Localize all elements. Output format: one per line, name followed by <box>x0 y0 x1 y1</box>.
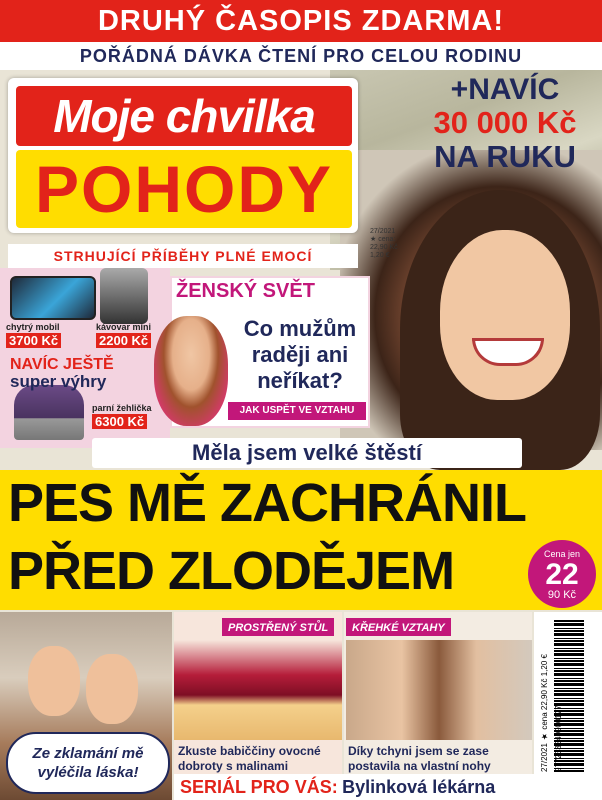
issue-price-label: ★ cena: <box>370 236 396 243</box>
tagline <box>8 244 358 268</box>
couple-quote <box>6 732 170 794</box>
steam-iron-image <box>14 385 84 440</box>
top-banner-text: DRUHÝ ČASOPIS ZDARMA! <box>97 5 505 37</box>
logo-line1 <box>16 86 352 146</box>
headline-kicker <box>92 438 522 468</box>
food-label-text: PROSTŘENÝ STŮL <box>228 622 329 634</box>
family-label <box>346 618 451 636</box>
logo-line1-text: Moje chvilka <box>53 90 315 142</box>
bonus-offer <box>410 74 600 174</box>
bonus-amount: 30 000 Kč <box>433 105 577 140</box>
prize-phone <box>6 322 61 350</box>
raspberry-cake-photo <box>174 640 342 740</box>
woman-face <box>86 654 138 724</box>
sub-banner <box>0 42 602 70</box>
prize-extra-line1: NAVÍC JEŠTĚ <box>10 356 114 373</box>
prize-label: kávovar mini <box>96 322 152 332</box>
feature-subtitle <box>228 402 366 420</box>
food-label <box>222 618 334 636</box>
top-banner <box>0 0 602 42</box>
issue-price-eur: 1,20 € <box>370 252 390 259</box>
headline-line1: PES MĚ ZACHRÁNIL <box>8 473 527 533</box>
couple-quote-text: Ze zklamání mě vyléčila láska! <box>32 745 144 781</box>
family-photo <box>346 640 532 740</box>
feature-photo <box>154 316 228 426</box>
prize-price: 6300 Kč <box>92 414 147 429</box>
issue-info <box>370 228 410 260</box>
issue-number: 27/2021 <box>370 228 396 235</box>
feature-question: Co mužům raději ani neříkat? <box>243 316 357 393</box>
price-badge <box>528 540 596 608</box>
price-badge-label: Cena jen <box>543 549 581 559</box>
serial-label: SERIÁL PRO VÁS: <box>180 777 338 797</box>
issue-price-czk: 22,90 Kč <box>370 244 398 251</box>
coffee-machine-image <box>100 268 148 324</box>
logo-line2-text: POHODY <box>34 152 334 226</box>
couple-faces <box>20 640 150 730</box>
portrait-face <box>440 230 570 400</box>
headline-line2: PŘED ZLODĚJEM <box>8 541 455 601</box>
prize-price: 2200 Kč <box>96 333 151 348</box>
feature-title: ŽENSKÝ SVĚT <box>176 280 315 302</box>
serial-title: Bylinková lékárna <box>342 777 496 797</box>
price-badge-cents: 90 Kč <box>547 589 577 601</box>
prize-price: 3700 Kč <box>6 333 61 348</box>
family-caption: Díky tchyni jsem se zase postavila na vlastní nohy <box>348 744 491 773</box>
headline-kicker-text: Měla jsem velké štěstí <box>192 440 422 465</box>
serial-bar <box>174 774 602 800</box>
family-label-text: KŘEHKÉ VZTAHY <box>352 622 445 634</box>
sub-banner-text: POŘÁDNÁ DÁVKA ČTENÍ PRO CELOU RODINU <box>79 46 523 66</box>
man-face <box>28 646 80 716</box>
prize-label: chytrý mobil <box>6 322 60 332</box>
price-badge-value: 22 <box>545 558 579 591</box>
bonus-line3: NA RUKU <box>434 139 576 174</box>
feature-subtitle-text: JAK USPĚT VE VZTAHU <box>239 405 355 416</box>
barcode-text: 27/2021 ★ cena 22,90 Kč 1,20 € 977233540900127 <box>540 654 563 772</box>
logo-line2 <box>16 150 352 228</box>
tagline-text: STRHUJÍCÍ PŘÍBĚHY PLNÉ EMOCÍ <box>53 248 313 264</box>
prize-steam-iron <box>92 403 152 431</box>
prize-coffee-machine <box>96 322 151 350</box>
bonus-line1: +NAVÍC <box>450 73 560 106</box>
phone-image <box>10 276 96 320</box>
prize-label: parní žehlička <box>92 403 152 413</box>
prize-extra-line2: super výhry <box>10 372 107 391</box>
food-caption: Zkuste babiččiny ovocné dobroty s malinami <box>178 744 321 773</box>
